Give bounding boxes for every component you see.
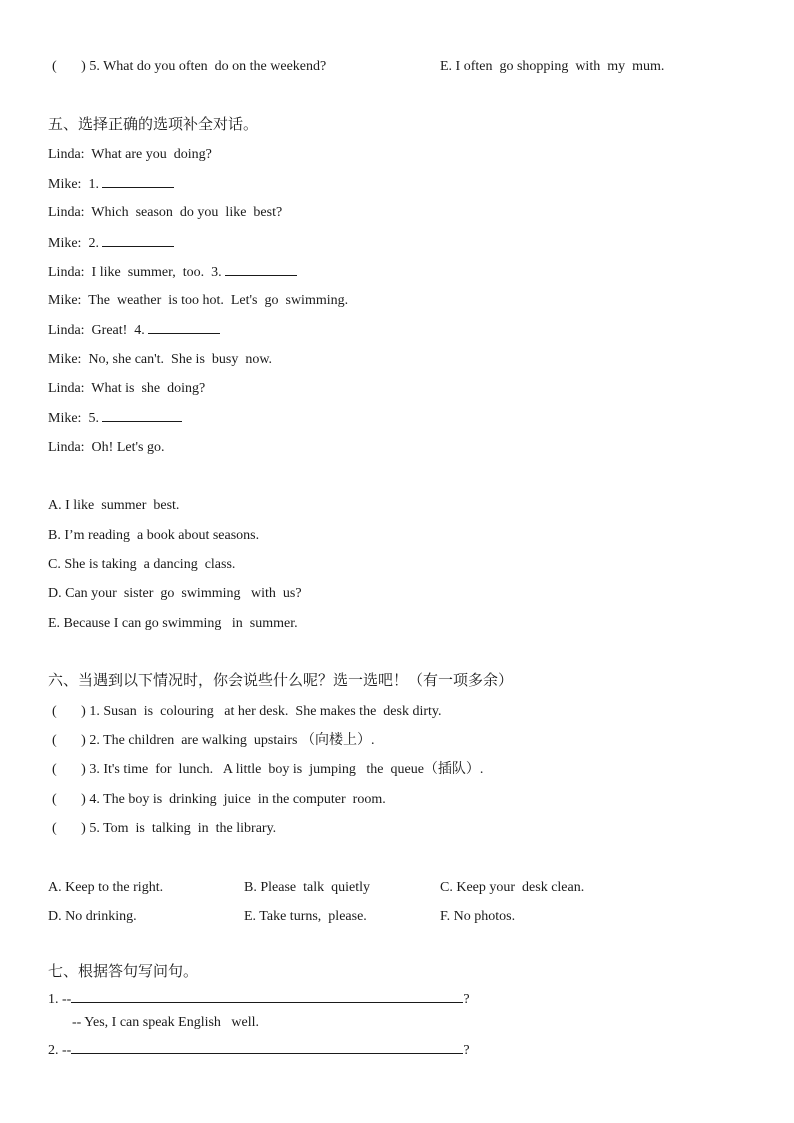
question-item: ( ) 5. Tom is talking in the library. xyxy=(52,821,277,836)
answer-blank[interactable] xyxy=(225,263,297,276)
dialogue-line: Linda: What is she doing? xyxy=(48,381,206,396)
answer-blank[interactable] xyxy=(102,409,182,422)
choice-option: A. I like summer best. xyxy=(48,498,180,513)
dialogue-line: Mike: 1. xyxy=(48,175,174,194)
dialogue-line: Linda: What are you doing? xyxy=(48,147,212,162)
answer-option: E. I often go shopping with my mum. xyxy=(440,59,665,74)
question-item: 2. -- ? xyxy=(48,1043,470,1058)
answer-blank[interactable] xyxy=(71,1041,463,1054)
dialogue-line: Mike: No, she can't. She is busy now. xyxy=(48,352,273,367)
answer-line: -- Yes, I can speak English well. xyxy=(72,1015,260,1030)
question-item: ( ) 5. What do you often do on the weekend? xyxy=(52,59,327,74)
question-item: ( ) 3. It's time for lunch. A little boy is jumping the queue（插队）. xyxy=(52,762,484,777)
section-heading: 五、选择正确的选项补全对话。 xyxy=(48,117,259,133)
dialogue-line: Linda: I like summer, too. 3. xyxy=(48,263,297,282)
choice-option: A. Keep to the right. xyxy=(48,880,164,895)
answer-blank[interactable] xyxy=(102,234,174,247)
choice-option: B. I’m reading a book about seasons. xyxy=(48,528,260,543)
section-heading: 六、当遇到以下情况时，你会说些什么呢？选一选吧！（有一项多余） xyxy=(48,673,514,689)
choice-option: E. Take turns, please. xyxy=(244,909,367,924)
section-heading: 七、根据答句写问句。 xyxy=(48,964,199,980)
answer-blank[interactable] xyxy=(148,321,220,334)
choice-option: F. No photos. xyxy=(440,909,516,924)
choice-option: C. She is taking a dancing class. xyxy=(48,557,236,572)
question-item: 1. -- ? xyxy=(48,992,470,1007)
dialogue-line: Mike: The weather is too hot. Let's go swimming. xyxy=(48,293,349,308)
dialogue-line: Mike: 2. xyxy=(48,234,174,253)
question-item: ( ) 2. The children are walking upstairs （向楼上）. xyxy=(52,733,375,748)
choice-option: C. Keep your desk clean. xyxy=(440,880,585,895)
dialogue-line: Linda: Great! 4. xyxy=(48,321,220,340)
dialogue-line: Mike: 5. xyxy=(48,409,182,428)
choice-option: E. Because I can go swimming in summer. xyxy=(48,616,298,631)
question-item: ( ) 1. Susan is colouring at her desk. She makes the desk dirty. xyxy=(52,704,442,719)
dialogue-line: Linda: Which season do you like best? xyxy=(48,205,283,220)
choice-option: D. Can your sister go swimming with us? xyxy=(48,586,302,601)
choice-option: B. Please talk quietly xyxy=(244,880,370,895)
choice-option: D. No drinking. xyxy=(48,909,137,924)
answer-blank[interactable] xyxy=(102,175,174,188)
question-item: ( ) 4. The boy is drinking juice in the computer room. xyxy=(52,792,386,807)
answer-blank[interactable] xyxy=(71,990,463,1003)
dialogue-line: Linda: Oh! Let's go. xyxy=(48,440,165,455)
